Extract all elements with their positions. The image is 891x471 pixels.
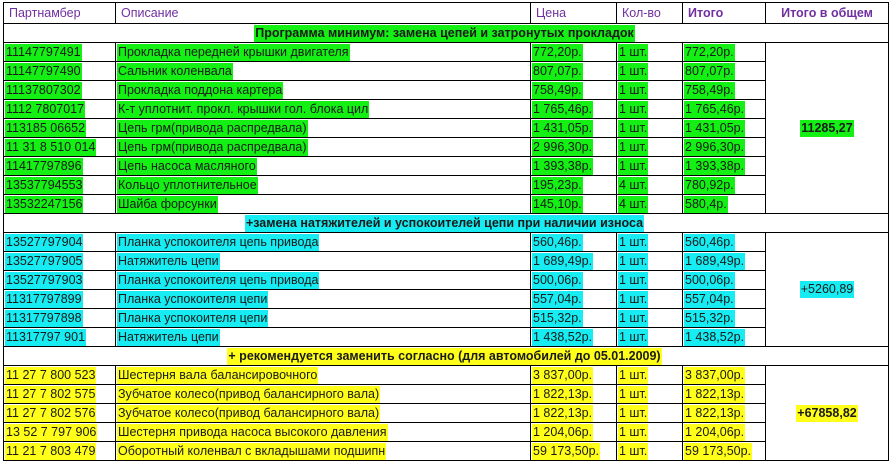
- part-number: 1112 7807017: [6, 101, 85, 116]
- line-total: 560,46р.: [685, 234, 734, 249]
- table-row: [4, 195, 889, 214]
- part-number-cell: [4, 271, 116, 290]
- price-cell: [531, 81, 617, 100]
- price-cell: [531, 328, 617, 347]
- price-cell: [531, 138, 617, 157]
- part-number-cell: [4, 252, 116, 271]
- price: 807,07р.: [533, 63, 582, 78]
- description: Зубчатое колесо(привод балансирного вала): [118, 386, 380, 401]
- line-total-cell: [683, 404, 766, 423]
- quantity: 1 шт.: [619, 253, 648, 268]
- col-header-total: Итого: [683, 3, 766, 24]
- price: 1 438,52р.: [533, 329, 593, 344]
- price-cell: [531, 43, 617, 62]
- quantity-cell: [617, 290, 683, 309]
- quantity: 1 шт.: [619, 386, 648, 401]
- quantity: 1 шт.: [619, 405, 648, 420]
- quantity-cell: [617, 62, 683, 81]
- quantity-cell: [617, 309, 683, 328]
- table-row: [4, 290, 889, 309]
- quantity-cell: [617, 366, 683, 385]
- header-row: [4, 3, 889, 24]
- section-title-cell: [4, 24, 889, 43]
- description: Планка успокоителя цепь привода: [118, 272, 319, 287]
- description-cell: [116, 176, 531, 195]
- price-cell: [531, 309, 617, 328]
- description: Шайба форсунки: [118, 196, 217, 211]
- part-number: 11 27 7 800 523: [6, 367, 96, 382]
- line-total-cell: [683, 442, 766, 461]
- description-cell: [116, 62, 531, 81]
- price-cell: [531, 271, 617, 290]
- line-total-cell: [683, 100, 766, 119]
- line-total: 3 837,00р.: [685, 367, 745, 382]
- col-header-part-number: Партнамбер: [4, 3, 116, 24]
- parts-table: [3, 2, 889, 461]
- table-row: [4, 309, 889, 328]
- price: 758,49р.: [533, 82, 582, 97]
- description-cell: [116, 195, 531, 214]
- table-row: [4, 442, 889, 461]
- line-total-cell: [683, 271, 766, 290]
- part-number-cell: [4, 366, 116, 385]
- part-number-cell: [4, 119, 116, 138]
- line-total: 1 822,13р.: [685, 405, 745, 420]
- table-row: [4, 423, 889, 442]
- price: 1 689,49р.: [533, 253, 593, 268]
- price: 515,32р.: [533, 310, 582, 325]
- part-number: 13537794553: [6, 177, 83, 192]
- part-number: 11 21 7 803 479: [6, 443, 96, 458]
- line-total: 1 822,13р.: [685, 386, 745, 401]
- part-number: 13527797905: [6, 253, 83, 268]
- table-row: [4, 366, 889, 385]
- table-row: [4, 62, 889, 81]
- part-number: 11317797898: [6, 310, 82, 325]
- section-header-row: [4, 347, 889, 366]
- price: 145,10р.: [533, 196, 582, 211]
- description: Зубчатое колесо(привод балансирного вала): [118, 405, 380, 420]
- line-total: 515,32р.: [685, 310, 734, 325]
- section-title: Программа минимум: замена цепей и затронутых прокладок: [255, 25, 634, 40]
- part-number-cell: [4, 442, 116, 461]
- description: Кольцо уплотнительное: [118, 177, 257, 192]
- table-row: [4, 404, 889, 423]
- line-total: 780,92р.: [685, 177, 734, 192]
- part-number: 11147797490: [6, 63, 81, 78]
- line-total-cell: [683, 233, 766, 252]
- part-number-cell: [4, 290, 116, 309]
- description-cell: [116, 290, 531, 309]
- table-row: [4, 100, 889, 119]
- quantity: 1 шт.: [619, 367, 648, 382]
- quantity-cell: [617, 176, 683, 195]
- quantity: 1 шт.: [619, 234, 648, 249]
- price: 59 173,50р.: [533, 443, 600, 458]
- section-title: + рекомендуется заменить согласно (для автомобилей до 05.01.2009): [228, 348, 661, 363]
- price-cell: [531, 233, 617, 252]
- description-cell: [116, 309, 531, 328]
- description-cell: [116, 423, 531, 442]
- quantity-cell: [617, 252, 683, 271]
- price-cell: [531, 423, 617, 442]
- price: 1 204,06р.: [533, 424, 593, 439]
- table-row: [4, 43, 889, 62]
- quantity: 4 шт.: [619, 196, 648, 211]
- description: К-т уплотнит. прокл. крышки гол. блока цил: [118, 101, 369, 116]
- description: Планка успокоителя цепи: [118, 310, 268, 325]
- line-total: 1 393,38р.: [685, 158, 745, 173]
- line-total: 2 996,30р.: [685, 139, 745, 154]
- price: 1 822,13р.: [533, 405, 593, 420]
- col-header-description: Описание: [116, 3, 531, 24]
- table-row: [4, 385, 889, 404]
- line-total-cell: [683, 138, 766, 157]
- quantity: 1 шт.: [619, 310, 648, 325]
- description: Оборотный коленвал с вкладышами подшипн: [118, 443, 386, 458]
- price: 500,06р.: [533, 272, 582, 287]
- line-total-cell: [683, 290, 766, 309]
- part-number-cell: [4, 43, 116, 62]
- quantity: 1 шт.: [619, 424, 648, 439]
- description-cell: [116, 271, 531, 290]
- table-row: [4, 138, 889, 157]
- col-header-price: Цена: [531, 3, 617, 24]
- description-cell: [116, 81, 531, 100]
- description: Натяжитель цепи: [118, 329, 219, 344]
- description: Натяжитель цепи: [118, 253, 219, 268]
- quantity-cell: [617, 157, 683, 176]
- part-number-cell: [4, 176, 116, 195]
- part-number: 113185 06652: [6, 120, 86, 135]
- description-cell: [116, 404, 531, 423]
- line-total: 557,04р.: [685, 291, 734, 306]
- price-cell: [531, 252, 617, 271]
- part-number-cell: [4, 233, 116, 252]
- line-total-cell: [683, 157, 766, 176]
- quantity-cell: [617, 404, 683, 423]
- quantity-cell: [617, 81, 683, 100]
- price-cell: [531, 119, 617, 138]
- description-cell: [116, 119, 531, 138]
- description: Цепь насоса масляного: [118, 158, 256, 173]
- quantity: 1 шт.: [619, 291, 648, 306]
- part-number: 11 27 7 802 575: [6, 386, 96, 401]
- quantity-cell: [617, 442, 683, 461]
- col-header-quantity: Кол-во: [617, 3, 683, 24]
- section-total: 11285,27: [801, 120, 853, 135]
- quantity: 1 шт.: [619, 63, 648, 78]
- part-number-cell: [4, 423, 116, 442]
- part-number: 11147797491: [6, 44, 81, 59]
- part-number-cell: [4, 157, 116, 176]
- quantity-cell: [617, 43, 683, 62]
- line-total: 1 438,52р.: [685, 329, 745, 344]
- part-number-cell: [4, 138, 116, 157]
- price: 1 393,38р.: [533, 158, 593, 173]
- price-cell: [531, 404, 617, 423]
- price: 2 996,30р.: [533, 139, 593, 154]
- part-number-cell: [4, 100, 116, 119]
- quantity-cell: [617, 138, 683, 157]
- line-total-cell: [683, 119, 766, 138]
- price: 772,20р.: [533, 44, 582, 59]
- table-row: [4, 252, 889, 271]
- description-cell: [116, 328, 531, 347]
- price-cell: [531, 157, 617, 176]
- part-number-cell: [4, 404, 116, 423]
- line-total-cell: [683, 366, 766, 385]
- section-title-cell: [4, 214, 889, 233]
- price-cell: [531, 366, 617, 385]
- table-row: [4, 81, 889, 100]
- price-cell: [531, 62, 617, 81]
- section-title: +замена натяжителей и успокоителей цепи при наличии износа: [245, 215, 644, 230]
- part-number-cell: [4, 195, 116, 214]
- quantity: 1 шт.: [619, 443, 648, 458]
- table-row: [4, 157, 889, 176]
- description: Планка успокоителя цепи: [118, 291, 268, 306]
- quantity: 1 шт.: [619, 272, 648, 287]
- price-cell: [531, 385, 617, 404]
- description: Планка успокоителя цепь привода: [118, 234, 319, 249]
- section-title-cell: [4, 347, 889, 366]
- quantity: 1 шт.: [619, 158, 648, 173]
- section-total-cell: [766, 366, 889, 461]
- section-total: +5260,89: [800, 282, 854, 296]
- description-cell: [116, 100, 531, 119]
- line-total-cell: [683, 195, 766, 214]
- line-total: 500,06р.: [685, 272, 734, 287]
- line-total: 1 204,06р.: [685, 424, 745, 439]
- quantity: 4 шт.: [619, 177, 648, 192]
- line-total: 59 173,50р.: [685, 443, 752, 458]
- col-header-grand-total: Итого в общем: [766, 3, 889, 24]
- part-number: 13527797904: [6, 234, 83, 249]
- part-number-cell: [4, 62, 116, 81]
- description-cell: [116, 138, 531, 157]
- price: 1 431,05р.: [533, 120, 593, 135]
- table-row: [4, 119, 889, 138]
- part-number-cell: [4, 81, 116, 100]
- description-cell: [116, 43, 531, 62]
- quantity: 1 шт.: [619, 329, 648, 344]
- description: Прокладка поддона картера: [118, 82, 283, 97]
- price-cell: [531, 100, 617, 119]
- table-row: [4, 271, 889, 290]
- description: Прокладка передней крышки двигателя: [118, 44, 349, 59]
- line-total-cell: [683, 309, 766, 328]
- section-header-row: [4, 24, 889, 43]
- part-number: 11317797899: [6, 291, 82, 306]
- part-number: 13527797903: [6, 272, 83, 287]
- description: Цепь грм(привода распредвала): [118, 139, 307, 154]
- price: 3 837,00р.: [533, 367, 593, 382]
- line-total-cell: [683, 176, 766, 195]
- section-total-cell: [766, 43, 889, 214]
- quantity-cell: [617, 328, 683, 347]
- quantity-cell: [617, 233, 683, 252]
- line-total-cell: [683, 62, 766, 81]
- price-cell: [531, 290, 617, 309]
- part-number-cell: [4, 328, 116, 347]
- quantity: 1 шт.: [619, 44, 648, 59]
- part-number: 11137807302: [6, 82, 81, 97]
- price: 1 765,46р.: [533, 101, 593, 116]
- description: Сальник коленвала: [118, 63, 232, 78]
- line-total: 807,07р.: [685, 63, 734, 78]
- table-row: [4, 328, 889, 347]
- line-total-cell: [683, 423, 766, 442]
- price: 195,23р.: [533, 177, 582, 192]
- part-number: 13 52 7 797 906: [6, 424, 97, 439]
- quantity-cell: [617, 100, 683, 119]
- price: 557,04р.: [533, 291, 582, 306]
- quantity: 1 шт.: [619, 139, 648, 154]
- line-total-cell: [683, 81, 766, 100]
- line-total-cell: [683, 43, 766, 62]
- quantity-cell: [617, 423, 683, 442]
- quantity-cell: [617, 195, 683, 214]
- part-number-cell: [4, 385, 116, 404]
- table-row: [4, 176, 889, 195]
- part-number: 11 27 7 802 576: [6, 405, 96, 420]
- section-total-cell: [766, 233, 889, 347]
- line-total-cell: [683, 252, 766, 271]
- description-cell: [116, 385, 531, 404]
- quantity-cell: [617, 385, 683, 404]
- price: 560,46р.: [533, 234, 582, 249]
- line-total: 758,49р.: [685, 82, 734, 97]
- quantity-cell: [617, 271, 683, 290]
- part-number: 11317797 901: [6, 329, 86, 344]
- description-cell: [116, 157, 531, 176]
- part-number: 11 31 8 510 014: [6, 139, 96, 154]
- line-total-cell: [683, 328, 766, 347]
- line-total-cell: [683, 385, 766, 404]
- line-total: 580,4р.: [685, 196, 727, 211]
- quantity: 1 шт.: [619, 101, 648, 116]
- description-cell: [116, 442, 531, 461]
- line-total: 1 765,46р.: [685, 101, 745, 116]
- part-number: 13532247156: [6, 196, 83, 211]
- part-number-cell: [4, 309, 116, 328]
- price-cell: [531, 442, 617, 461]
- section-total: +67858,82: [797, 405, 857, 420]
- description-cell: [116, 233, 531, 252]
- description: Шестерня вала балансировочного: [118, 367, 318, 382]
- quantity: 1 шт.: [619, 82, 648, 97]
- description: Шестерня привода насоса высокого давления: [118, 424, 387, 439]
- price-cell: [531, 195, 617, 214]
- price: 1 822,13р.: [533, 386, 593, 401]
- quantity-cell: [617, 119, 683, 138]
- table-row: [4, 233, 889, 252]
- line-total: 1 689,49р.: [685, 253, 745, 268]
- section-header-row: [4, 214, 889, 233]
- part-number: 11417797896: [6, 158, 82, 173]
- description-cell: [116, 366, 531, 385]
- quantity: 1 шт.: [619, 120, 648, 135]
- line-total: 1 431,05р.: [685, 120, 745, 135]
- description: Цепь грм(привода распредвала): [118, 120, 307, 135]
- price-cell: [531, 176, 617, 195]
- description-cell: [116, 252, 531, 271]
- line-total: 772,20р.: [685, 44, 734, 59]
